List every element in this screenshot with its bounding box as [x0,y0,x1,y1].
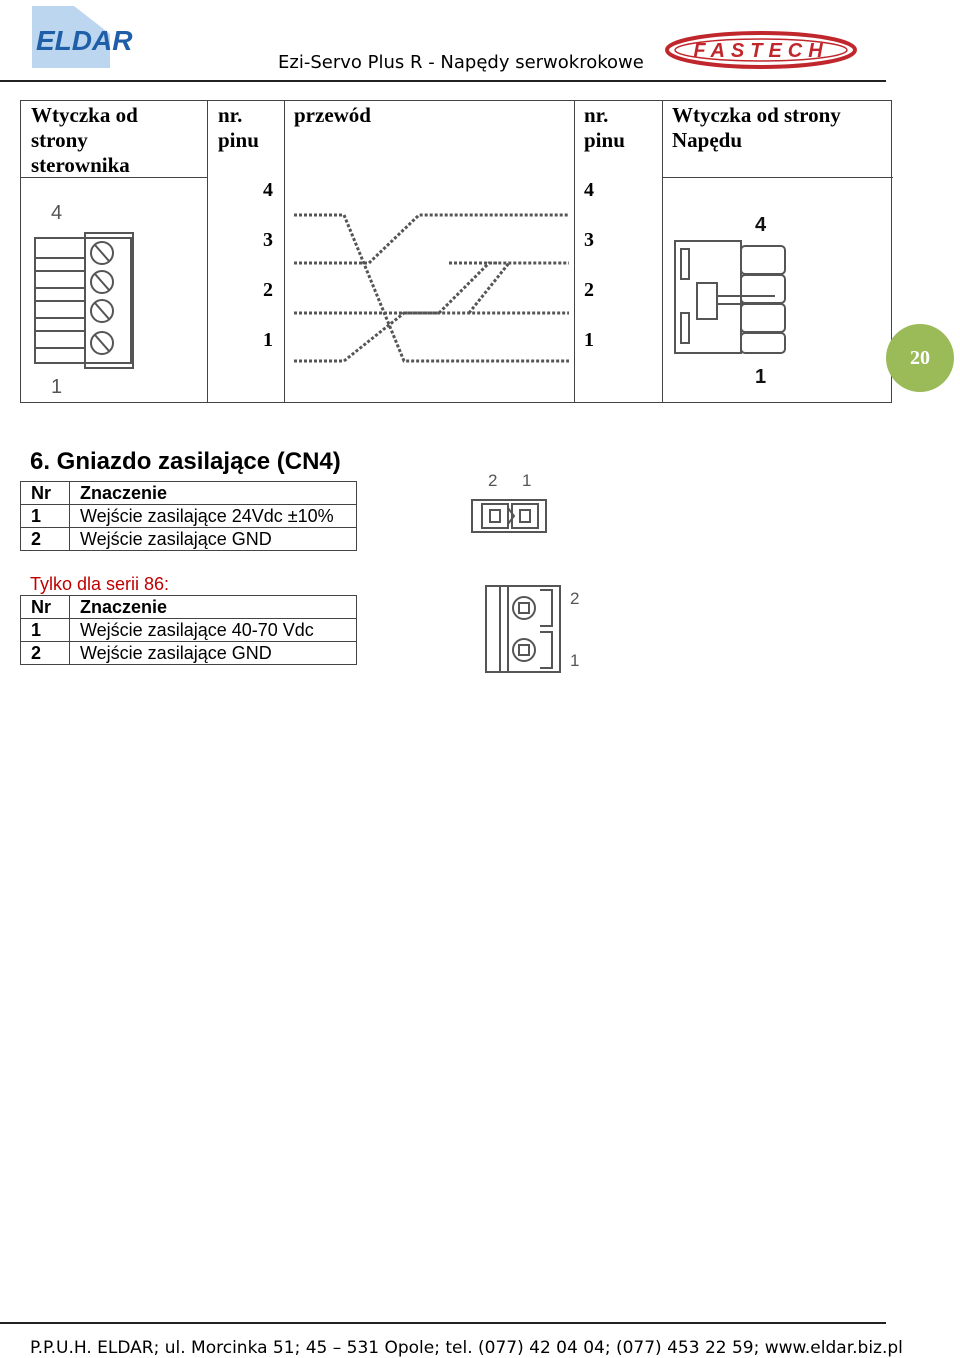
header-nr: Nr [21,482,70,505]
svg-text:4: 4 [755,214,767,236]
svg-text:1: 1 [51,376,63,398]
controller-connector-drawing [29,193,149,398]
right-pin-3: 3 [584,229,594,251]
left-pin-4: 4 [263,179,273,201]
svg-text:1: 1 [522,471,532,490]
right-pin-1: 1 [584,329,594,351]
table-row [21,528,357,551]
page-number-badge: 20 [886,324,954,392]
table-header-row [21,482,357,505]
svg-text:2: 2 [570,589,580,608]
row-meaning: Wejście zasilające GND [70,528,357,551]
row-meaning: Wejście zasilające 40-70 Vdc [70,619,357,642]
column-divider [284,101,285,402]
svg-text:2: 2 [488,471,498,490]
header-controller-plug: Wtyczka od strony sterownika [31,103,138,177]
footer-address: P.P.U.H. ELDAR; ul. Morcinka 51; 45 – 531 Opole; tel. (077) 42 04 04; (077) 453 22 59; www.eldar.biz.pl [30,1338,903,1358]
fastech-logo [664,30,858,70]
column-divider [662,101,663,402]
power-connector-86-drawing [482,582,586,676]
left-pin-1: 1 [263,329,273,351]
power-connector-drawing [468,466,552,538]
row-meaning: Wejście zasilające 24Vdc ±10% [70,505,357,528]
row-divider [662,177,893,178]
header-meaning: Znaczenie [70,482,357,505]
left-pin-2: 2 [263,279,273,301]
wire-crossover-drawing [289,201,571,371]
power-connector-table [20,481,357,551]
drive-connector-drawing [671,201,801,396]
svg-text:4: 4 [51,202,63,224]
row-nr: 1 [21,505,70,528]
header-divider [0,80,886,82]
document-header-title: Ezi-Servo Plus R - Napędy serwokrokowe [278,52,644,73]
header-meaning: Znaczenie [70,596,357,619]
table-row [21,619,357,642]
header-pin-number-right: nr. pinu [584,103,625,152]
header-pin-number-left: nr. pinu [218,103,259,152]
fastech-logo-text: FASTECH [693,40,829,62]
right-pin-2: 2 [584,279,594,301]
table-header-row [21,596,357,619]
svg-text:1: 1 [755,366,767,388]
right-pin-4: 4 [584,179,594,201]
svg-text:1: 1 [570,651,580,670]
row-nr: 2 [21,528,70,551]
cable-wiring-table [20,100,892,403]
section-title: 6. Gniazdo zasilające (CN4) [30,448,341,475]
header-drive-plug: Wtyczka od strony Napędu [672,103,841,152]
eldar-logo-text: ELDAR [36,25,133,56]
column-divider [574,101,575,402]
row-nr: 2 [21,642,70,665]
table-row [21,505,357,528]
table-row [21,642,357,665]
row-meaning: Wejście zasilające GND [70,642,357,665]
eldar-logo [30,4,133,70]
header-nr: Nr [21,596,70,619]
series-86-note: Tylko dla serii 86: [30,574,170,594]
header-wire: przewód [294,103,371,127]
left-pin-3: 3 [263,229,273,251]
row-nr: 1 [21,619,70,642]
footer-divider [0,1322,886,1324]
power-connector-table-86 [20,595,357,665]
column-divider [207,101,208,402]
